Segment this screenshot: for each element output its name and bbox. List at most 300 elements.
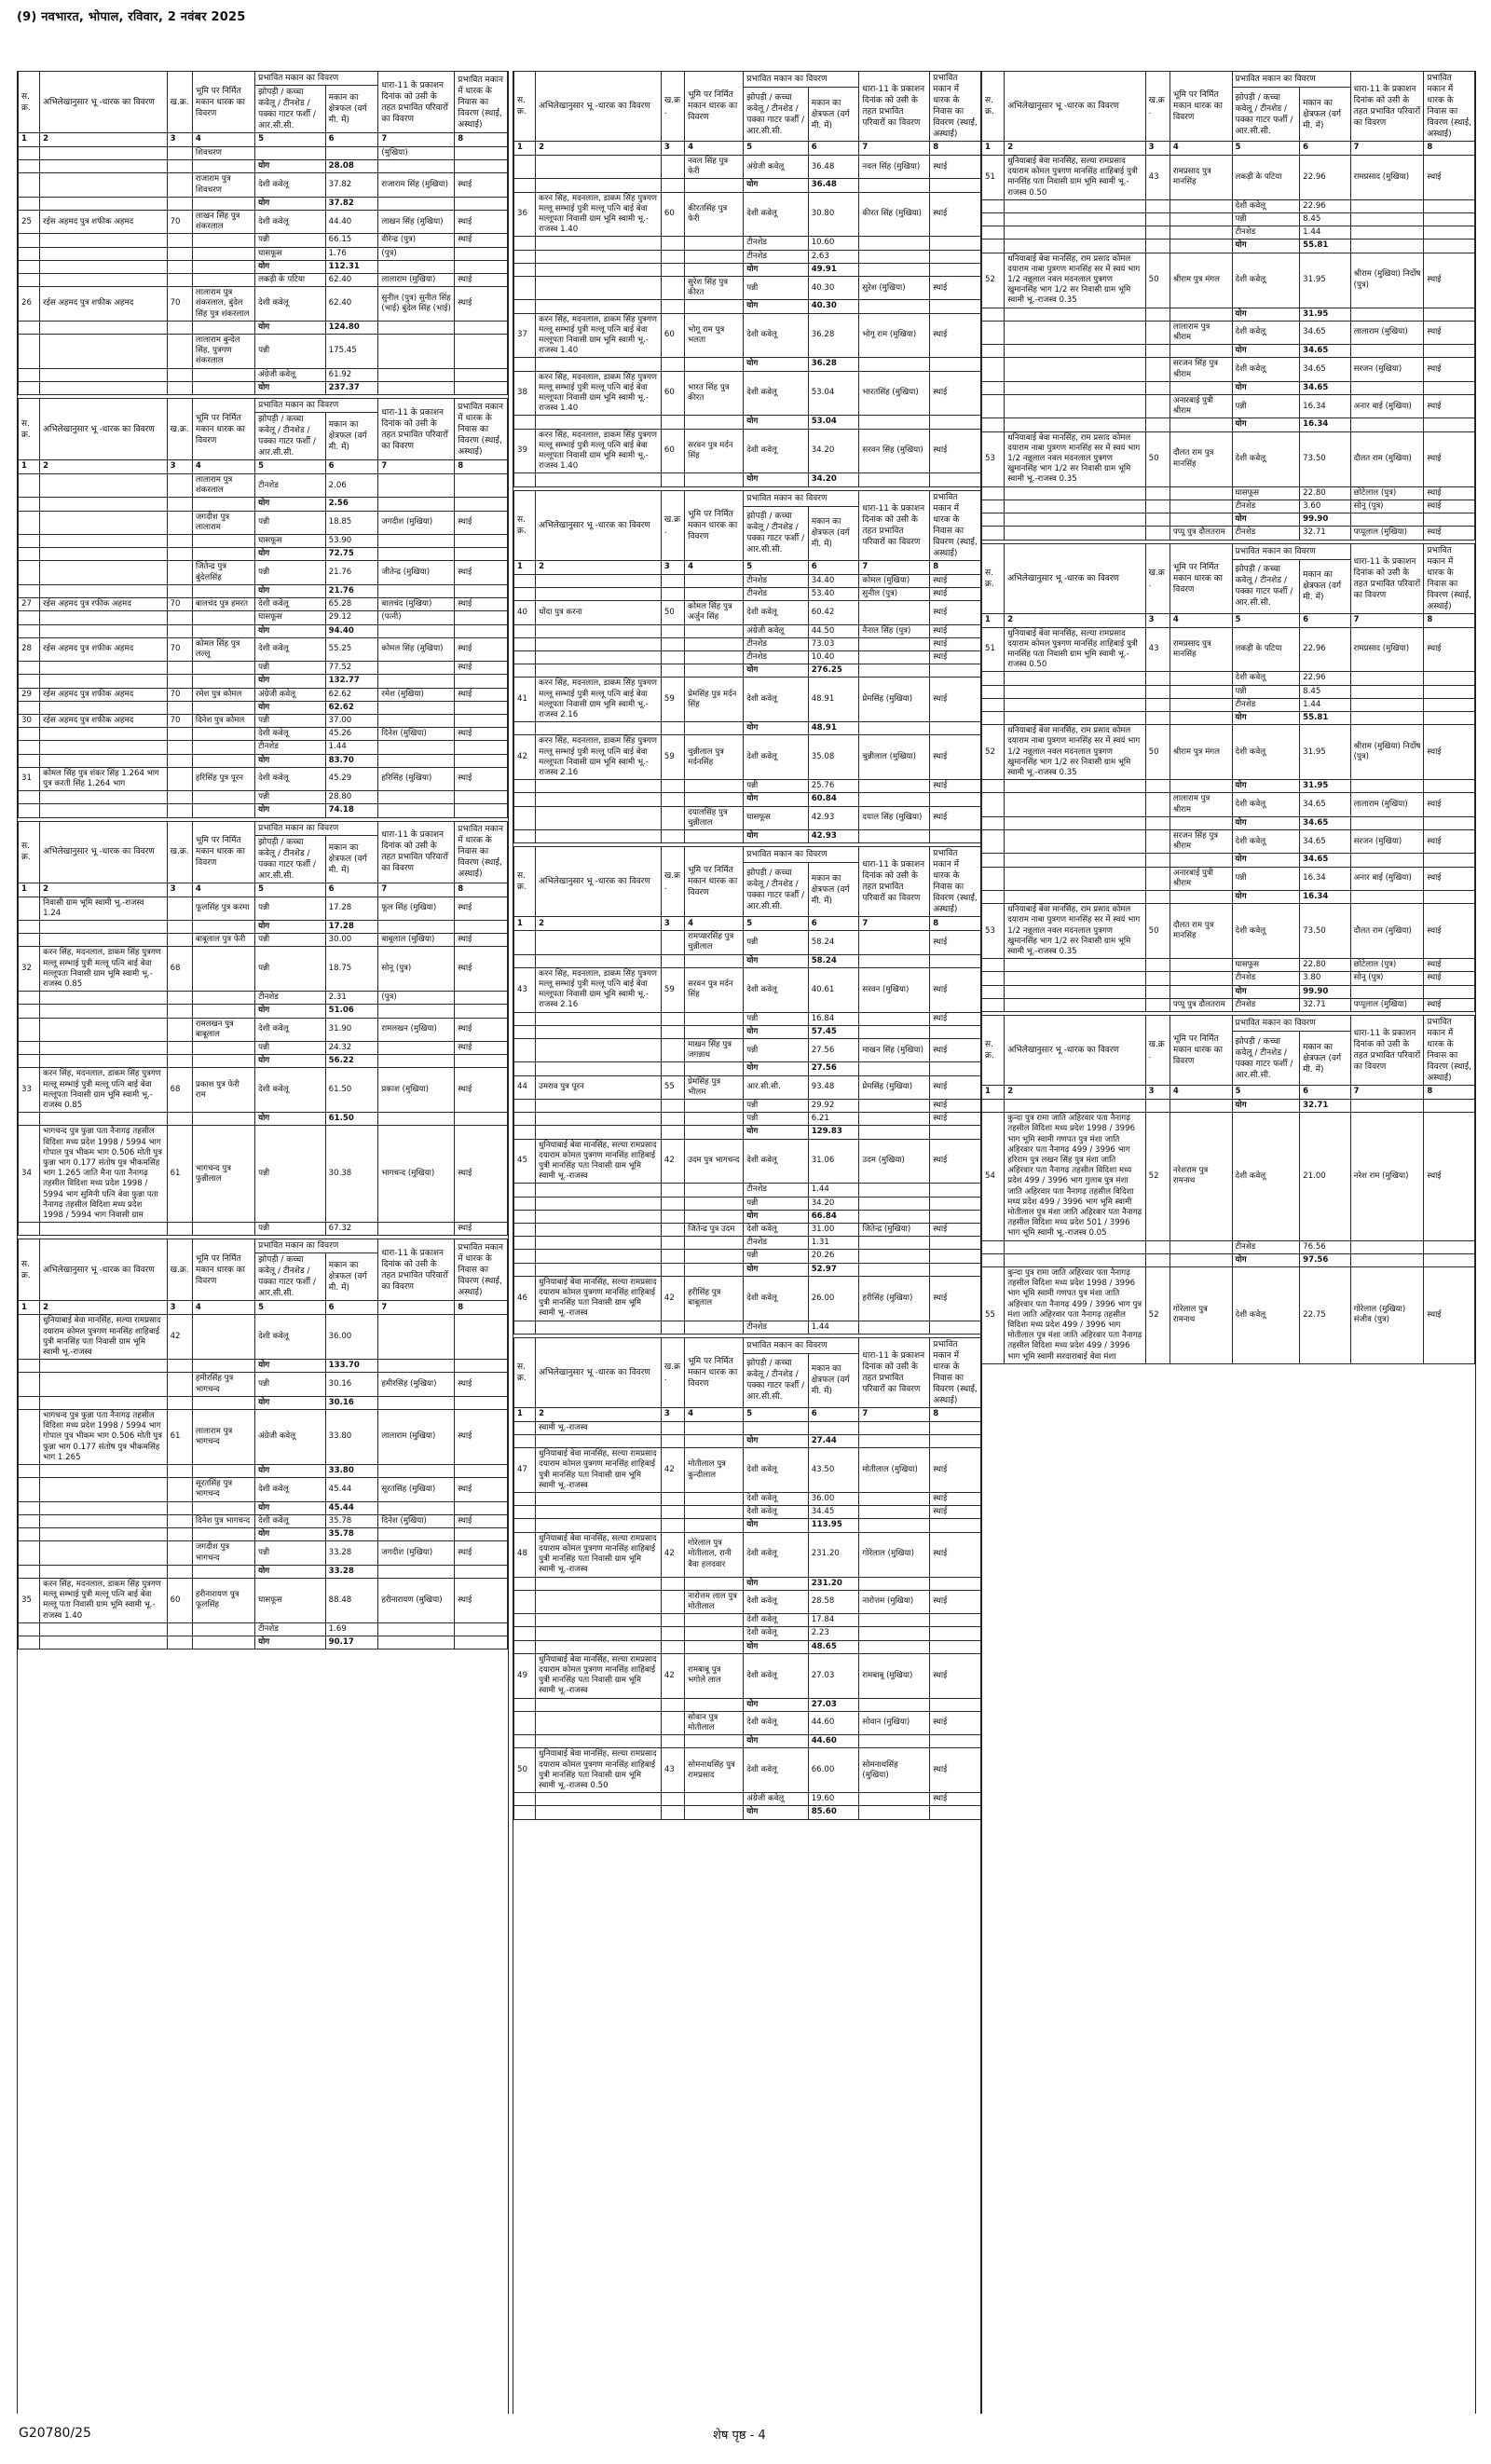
table-row (514, 263, 981, 276)
khasra-cell (167, 1565, 192, 1578)
serial-cell (514, 1038, 536, 1061)
header-house-type: झोपड़ी / कच्चा कवेलू / टीनशेड / पक्का गाटर फर्शी / आर.सी.सी. (744, 863, 808, 917)
header-row (19, 399, 508, 413)
khasra-cell (167, 728, 192, 741)
house-owner-cell (685, 1627, 744, 1640)
khasra-cell (167, 662, 192, 675)
table-row (19, 947, 508, 992)
residence-status-cell (455, 474, 508, 498)
land-holder-cell (40, 1005, 168, 1018)
family-cell (1350, 890, 1424, 903)
table-row (19, 1478, 508, 1501)
house-type-cell: टीनशेड (255, 741, 326, 754)
residence-status-cell (1424, 672, 1475, 685)
table-row (982, 418, 1475, 431)
land-holder-cell (536, 574, 662, 587)
area-cell: 237.37 (325, 381, 378, 394)
family-cell (859, 1012, 930, 1025)
land-holder-cell (536, 416, 662, 429)
land-holder-cell (40, 1478, 168, 1501)
land-holder-cell: धनियाबाई बेवा मानसिंह, राम प्रसाद कोमल दयाराम नाबा पुत्रगण मानसिंह सर में स्वयं भाग 1/2 नन्नूलाल नवल मदनलाल पुत्रगण खुमानसिंह भाग 1/2 सर निवासी ग्राम भूमि स्वामी भू.-राजस्व 0.35 (1005, 725, 1145, 780)
header-row (514, 72, 981, 88)
khasra-cell (1145, 854, 1170, 867)
residence-status-cell (1424, 381, 1475, 394)
table-row (982, 527, 1475, 540)
column-index-cell: 3 (1145, 1086, 1170, 1100)
column-index-cell: 8 (1424, 1086, 1475, 1100)
area-cell: 20.26 (808, 1250, 859, 1263)
land-holder-cell (536, 1263, 662, 1276)
table-row (514, 1075, 981, 1099)
table-row (514, 1532, 981, 1577)
residence-status-cell (930, 1263, 981, 1276)
land-holder-cell: करन सिंह, मदनलाल, डाकम सिंह पुत्रगण मल्लू सम्भाई पुत्री मल्लू पत्नि बाई बेवा मल्लू पता निवासी ग्राम भूमि स्वामी भू.-राजस्व 1.40 (40, 1578, 168, 1622)
area-cell: 73.50 (1300, 904, 1351, 959)
khasra-cell (167, 1514, 192, 1527)
house-owner-cell (192, 920, 254, 933)
house-owner-cell: कोमल सिंह पुत्र अर्जुन सिंह (685, 601, 744, 624)
residence-status-cell: स्थाई (930, 1139, 981, 1184)
residence-status-cell (930, 722, 981, 735)
residence-status-cell: स्थाई (930, 931, 981, 954)
house-owner-cell: लाखन सिंह पुत्र शंकरलाल (192, 211, 254, 234)
house-owner-cell (685, 1614, 744, 1627)
header-affected-house: प्रभावित मकान का विवरण (255, 1239, 378, 1253)
area-cell: 34.65 (1300, 829, 1351, 853)
family-cell (859, 1113, 930, 1126)
khasra-cell: 70 (167, 287, 192, 322)
table-row (514, 1237, 981, 1250)
house-owner-cell (192, 1315, 254, 1360)
area-cell: 42.93 (808, 829, 859, 842)
land-holder-cell (536, 1806, 662, 1819)
column-index-row (982, 142, 1475, 156)
house-type-cell: पन्नी (1232, 685, 1300, 698)
residence-status-cell: स्थाई (455, 947, 508, 992)
house-type-cell: टीनशेड (744, 574, 808, 587)
land-holder-cell (40, 1622, 168, 1636)
house-type-cell: देशी कवेलू (255, 1514, 326, 1527)
column-index-cell: 6 (325, 1301, 378, 1315)
house-owner-cell (192, 754, 254, 767)
header-area: मकान का क्षेत्रफल (वर्ग मी. में) (1300, 1032, 1351, 1086)
header-serial: स. क्र. (982, 543, 1005, 613)
family-cell (859, 793, 930, 806)
area-cell: 31.95 (1300, 725, 1351, 780)
serial-cell: 30 (19, 714, 40, 727)
house-type-cell: टीनशेड (744, 587, 808, 600)
column-index-cell: 1 (514, 142, 536, 156)
header-affected-house: प्रभावित मकान का विवरण (1232, 72, 1350, 88)
column-index-cell: 4 (192, 460, 254, 474)
residence-status-cell (455, 611, 508, 624)
area-cell: 61.50 (325, 1068, 378, 1113)
residence-status-cell (1424, 1100, 1475, 1113)
house-type-cell: पन्नी (255, 234, 326, 247)
header-residence: प्रभावित मकान में धारक के निवास का विवरण (स्थाई, अस्थाई) (455, 399, 508, 460)
house-type-cell: योग (1232, 381, 1300, 394)
residence-status-cell: स्थाई (1424, 321, 1475, 344)
table-row (514, 967, 981, 1012)
house-type-cell: योग (744, 1519, 808, 1532)
serial-cell (19, 1514, 40, 1527)
residence-status-cell (455, 791, 508, 804)
area-cell: 33.28 (325, 1565, 378, 1578)
serial-cell (19, 920, 40, 933)
family-cell (378, 548, 455, 561)
area-cell: 21.76 (325, 584, 378, 597)
serial-cell: 52 (982, 253, 1005, 308)
family-cell (859, 829, 930, 842)
residence-status-cell (455, 548, 508, 561)
khasra-cell (167, 147, 192, 160)
house-owner-cell (192, 274, 254, 287)
house-type-cell: देशी कवेलू (744, 1506, 808, 1519)
khasra-cell (167, 741, 192, 754)
table-row (19, 247, 508, 260)
serial-cell: 45 (514, 1139, 536, 1184)
house-owner-cell (1170, 780, 1232, 793)
family-cell (859, 300, 930, 313)
khasra-cell: 60 (167, 1578, 192, 1622)
area-cell: 16.34 (1300, 867, 1351, 890)
khasra-cell (1145, 1240, 1170, 1253)
house-owner-cell (685, 954, 744, 967)
khasra-cell (1145, 959, 1170, 972)
family-cell: भागचन्द (मुखिया) (378, 1126, 455, 1223)
residence-status-cell (1424, 985, 1475, 998)
house-owner-cell: लालाराम पुत्र शंकरलाल (192, 474, 254, 498)
house-owner-cell (685, 664, 744, 678)
area-cell: 34.45 (808, 1506, 859, 1519)
house-type-cell: देशी कवेलू (744, 1748, 808, 1793)
house-type-cell: घासफूस (255, 611, 326, 624)
land-holder-cell (536, 1062, 662, 1075)
table-row (514, 416, 981, 429)
land-holder-cell (1005, 395, 1145, 418)
column-index-cell: 4 (685, 1407, 744, 1421)
house-owner-cell (685, 587, 744, 600)
house-owner-cell (685, 416, 744, 429)
family-cell: सरजन (मुखिया) (1350, 358, 1424, 381)
family-cell (859, 263, 930, 276)
serial-cell (982, 780, 1005, 793)
house-type-cell: योग (744, 1806, 808, 1819)
column-index-cell: 3 (661, 560, 684, 574)
family-cell (859, 1237, 930, 1250)
land-holder-cell (536, 1197, 662, 1210)
khasra-cell (661, 1711, 684, 1734)
header-family: धारा-11 के प्रकाशन दिनांक को उसी के तहत प्रभावित परिवारों का विवरण (859, 847, 930, 917)
khasra-cell (1145, 998, 1170, 1011)
serial-cell (514, 587, 536, 600)
residence-status-cell: स्थाई (455, 1126, 508, 1223)
area-cell: 48.91 (808, 722, 859, 735)
land-holder-cell (40, 474, 168, 498)
family-cell (1350, 308, 1424, 321)
house-owner-cell (192, 584, 254, 597)
header-row (982, 1016, 1475, 1032)
area-cell: 62.62 (325, 701, 378, 714)
land-holder-cell (40, 675, 168, 688)
serial-cell: 32 (19, 947, 40, 992)
land-holder-cell (40, 1223, 168, 1236)
serial-cell (19, 160, 40, 173)
house-owner-cell (192, 992, 254, 1005)
area-cell: 32.71 (1300, 1100, 1351, 1113)
residence-status-cell (930, 250, 981, 263)
house-type-cell: देशी कवेलू (255, 173, 326, 197)
header-affected-house: प्रभावित मकान का विवरण (255, 399, 378, 413)
area-cell: 66.15 (325, 234, 378, 247)
header-holder: अभिलेखानुसार भू -धारक का विवरण (40, 1239, 168, 1301)
house-type-cell: देशी कवेलू (744, 1224, 808, 1237)
table-row (514, 931, 981, 954)
khasra-cell: 55 (661, 1075, 684, 1099)
house-type-cell: योग (1232, 890, 1300, 903)
house-type-cell: टीनशेड (1232, 500, 1300, 513)
serial-cell (19, 147, 40, 160)
serial-cell (514, 1237, 536, 1250)
column-index-cell: 6 (808, 142, 859, 156)
land-holder-cell (536, 1577, 662, 1590)
serial-cell (514, 473, 536, 486)
table-row (19, 637, 508, 661)
table-row (514, 156, 981, 179)
khasra-cell (661, 300, 684, 313)
column-index-cell: 6 (1300, 1086, 1351, 1100)
house-owner-cell: कीरतसिंह पुत्र फेरी (685, 192, 744, 237)
residence-status-cell (930, 358, 981, 371)
family-cell: कीरत सिंह (मुखिया) (859, 192, 930, 237)
khasra-cell (661, 263, 684, 276)
khasra-cell: 43 (661, 1748, 684, 1793)
residence-status-cell: स्थाई (930, 1653, 981, 1698)
serial-cell: 53 (982, 904, 1005, 959)
land-holder-cell: धुनियाबाई बेवा मानसिंह, सल्या रामप्रसाद दयाराम कोमल पुत्रगण मानसिंह शाहिबाई पुत्री मानसिंह पता निवासी ग्राम भूमि स्वामी भू.-राजस्व (536, 1276, 662, 1321)
khasra-cell: 42 (661, 1653, 684, 1698)
khasra-cell: 42 (167, 1315, 192, 1360)
house-owner-cell (685, 1698, 744, 1711)
area-cell: 66.84 (808, 1210, 859, 1223)
table-row (514, 473, 981, 486)
residence-status-cell (1424, 816, 1475, 829)
house-owner-cell (685, 829, 744, 842)
area-cell: 94.40 (325, 624, 378, 637)
table-row (514, 1577, 981, 1590)
area-cell: 37.82 (325, 173, 378, 197)
serial-cell: 48 (514, 1532, 536, 1577)
house-type-cell: पन्नी (744, 1012, 808, 1025)
house-owner-cell: दौलत राम पुत्र मानसिंह (1170, 431, 1232, 486)
land-holder-cell (40, 1041, 168, 1054)
family-cell: सरजन (मुखिया) (1350, 829, 1424, 853)
header-khasra: ख.क्र. (661, 72, 684, 142)
area-cell: 18.85 (325, 511, 378, 534)
column-index-row (19, 133, 508, 147)
table-row (19, 1113, 508, 1126)
land-holder-cell: रईस अहमद पुत्र शफीक अहमद (40, 287, 168, 322)
table-row (19, 561, 508, 584)
column-index-cell: 7 (859, 917, 930, 931)
serial-cell (514, 1698, 536, 1711)
column-index-cell: 1 (19, 883, 40, 897)
serial-cell (514, 793, 536, 806)
house-type-cell: टीनशेड (1232, 1240, 1300, 1253)
table-row (19, 474, 508, 498)
land-holder-cell (536, 1627, 662, 1640)
khasra-cell (167, 160, 192, 173)
area-cell: 88.48 (325, 1578, 378, 1622)
house-type-cell: देशी कवेलू (255, 1068, 326, 1113)
residence-status-cell: स्थाई (455, 211, 508, 234)
area-cell: 77.52 (325, 662, 378, 675)
column-index-cell: 8 (930, 142, 981, 156)
header-khasra: ख.क्र. (661, 490, 684, 560)
house-owner-cell (1170, 1100, 1232, 1113)
house-owner-cell (1170, 1253, 1232, 1266)
land-holder-cell (40, 260, 168, 273)
column-index-cell: 8 (1424, 142, 1475, 156)
house-owner-cell (192, 701, 254, 714)
family-cell (378, 804, 455, 817)
serial-cell (514, 780, 536, 793)
table-row (19, 1565, 508, 1578)
area-cell: 58.24 (808, 954, 859, 967)
residence-status-cell (455, 1528, 508, 1541)
house-type-cell: टीनशेड (255, 474, 326, 498)
area-cell: 34.20 (808, 1197, 859, 1210)
house-owner-cell: श्रीराम पुत्र मंगल (1170, 253, 1232, 308)
residence-status-cell (1424, 890, 1475, 903)
residence-status-cell: स्थाई (930, 806, 981, 829)
serial-cell: 53 (982, 431, 1005, 486)
family-cell (859, 1627, 930, 1640)
house-owner-cell (1170, 972, 1232, 985)
column-index-cell: 8 (455, 883, 508, 897)
house-type-cell: देशी कवेलू (744, 1614, 808, 1627)
land-holder-cell: करन सिंह, मदनलाल, डाकम सिंह पुत्रगण मल्लू सम्भाई पुत्री मल्लू पत्नि बाई बेवा मल्लूपता निवासी ग्राम भूमि स्वामी भू.-राजस्व 1.40 (536, 313, 662, 358)
residence-status-cell: स्थाई (1424, 253, 1475, 308)
house-type-cell: योग (744, 416, 808, 429)
house-type-cell: टीनशेड (744, 237, 808, 250)
table-row (19, 662, 508, 675)
column-index-cell: 4 (1170, 613, 1232, 627)
house-owner-cell: रामबाबू पुत्र भगोले लाल (685, 1653, 744, 1698)
column-index-cell: 7 (859, 1407, 930, 1421)
table-row (514, 1025, 981, 1038)
area-cell: 30.00 (325, 934, 378, 947)
residence-status-cell: स्थाई (930, 574, 981, 587)
header-area: मकान का क्षेत्रफल (वर्ग मी. में) (325, 413, 378, 460)
khasra-cell (661, 954, 684, 967)
house-owner-cell (1170, 486, 1232, 500)
table-row (19, 1041, 508, 1054)
land-holder-cell: उमराव पुत्र पूरन (536, 1075, 662, 1099)
khasra-cell (661, 624, 684, 637)
area-cell: 8.45 (1300, 685, 1351, 698)
khasra-cell (1145, 513, 1170, 527)
serial-cell (514, 1263, 536, 1276)
residence-status-cell: स्थाई (930, 678, 981, 722)
land-holder-cell (1005, 308, 1145, 321)
area-cell: 16.34 (1300, 890, 1351, 903)
serial-cell (514, 1197, 536, 1210)
residence-status-cell (455, 1465, 508, 1478)
column-middle (513, 71, 982, 2414)
residence-status-cell: स्थाई (930, 1748, 981, 1793)
residence-status-cell (455, 1622, 508, 1636)
family-cell (859, 601, 930, 624)
house-type-cell: योग (744, 1263, 808, 1276)
family-cell (378, 1396, 455, 1409)
table-row (19, 498, 508, 511)
house-owner-cell (1170, 711, 1232, 724)
table-row (19, 741, 508, 754)
residence-status-cell: स्थाई (455, 767, 508, 790)
land-holder-cell (1005, 829, 1145, 853)
residence-status-cell (1424, 308, 1475, 321)
house-owner-cell: सुरेश सिंह पुत्र कीरत (685, 277, 744, 300)
khasra-cell (661, 1012, 684, 1025)
header-residence: प्रभावित मकान में धारक के निवास का विवरण (स्थाई, अस्थाई) (930, 1337, 981, 1407)
area-cell: 53.04 (808, 371, 859, 416)
serial-cell (19, 1360, 40, 1373)
serial-cell (19, 611, 40, 624)
family-cell (859, 1197, 930, 1210)
khasra-cell (661, 1062, 684, 1075)
header-residence: प्रभावित मकान में धारक के निवास का विवरण (स्थाई, अस्थाई) (1424, 1016, 1475, 1086)
land-holder-cell (40, 992, 168, 1005)
serial-cell (19, 584, 40, 597)
khasra-cell: 50 (1145, 431, 1170, 486)
table-row (19, 511, 508, 534)
area-cell: 28.58 (808, 1590, 859, 1613)
house-type-cell: घासफूस (1232, 486, 1300, 500)
land-holder-cell (40, 160, 168, 173)
table-row (514, 1448, 981, 1493)
khasra-cell (661, 1698, 684, 1711)
area-cell: 60.42 (808, 601, 859, 624)
house-owner-cell (685, 1435, 744, 1448)
column-index-cell: 3 (661, 917, 684, 931)
house-owner-cell (1170, 854, 1232, 867)
residence-status-cell: स्थाई (455, 1018, 508, 1041)
header-khasra: ख.क्र. (1145, 1016, 1170, 1086)
family-cell: रामलखन (मुखिया) (378, 1018, 455, 1041)
khasra-cell (1145, 321, 1170, 344)
land-holder-cell: धुनियाबाई बेवा मानसिंह, सल्या रामप्रसाद दयाराम कोमल पुत्रगण मानसिंह शाहिबाई पुत्री मानसिंह पता निवासी ग्राम भूमि स्वामी भू.-राजस्व 0.50 (536, 1748, 662, 1793)
family-cell (378, 1565, 455, 1578)
khasra-cell (167, 1041, 192, 1054)
family-cell: दौलत राम (मुखिया) (1350, 904, 1424, 959)
khasra-cell: 70 (167, 637, 192, 661)
house-owner-cell (192, 234, 254, 247)
area-cell: 51.06 (325, 1005, 378, 1018)
khasra-cell (661, 1113, 684, 1126)
family-cell (1350, 711, 1424, 724)
residence-status-cell (1424, 1253, 1475, 1266)
land-holder-cell: रईस अहमद पुत्र शफीक अहमद (40, 688, 168, 701)
house-type-cell: देशी कवेलू (1232, 253, 1300, 308)
residence-status-cell: स्थाई (455, 287, 508, 322)
residence-status-cell (930, 1806, 981, 1819)
serial-cell (19, 1396, 40, 1409)
table-row (19, 1578, 508, 1622)
serial-cell (514, 1735, 536, 1748)
khasra-cell (661, 1038, 684, 1061)
table-row (982, 240, 1475, 253)
